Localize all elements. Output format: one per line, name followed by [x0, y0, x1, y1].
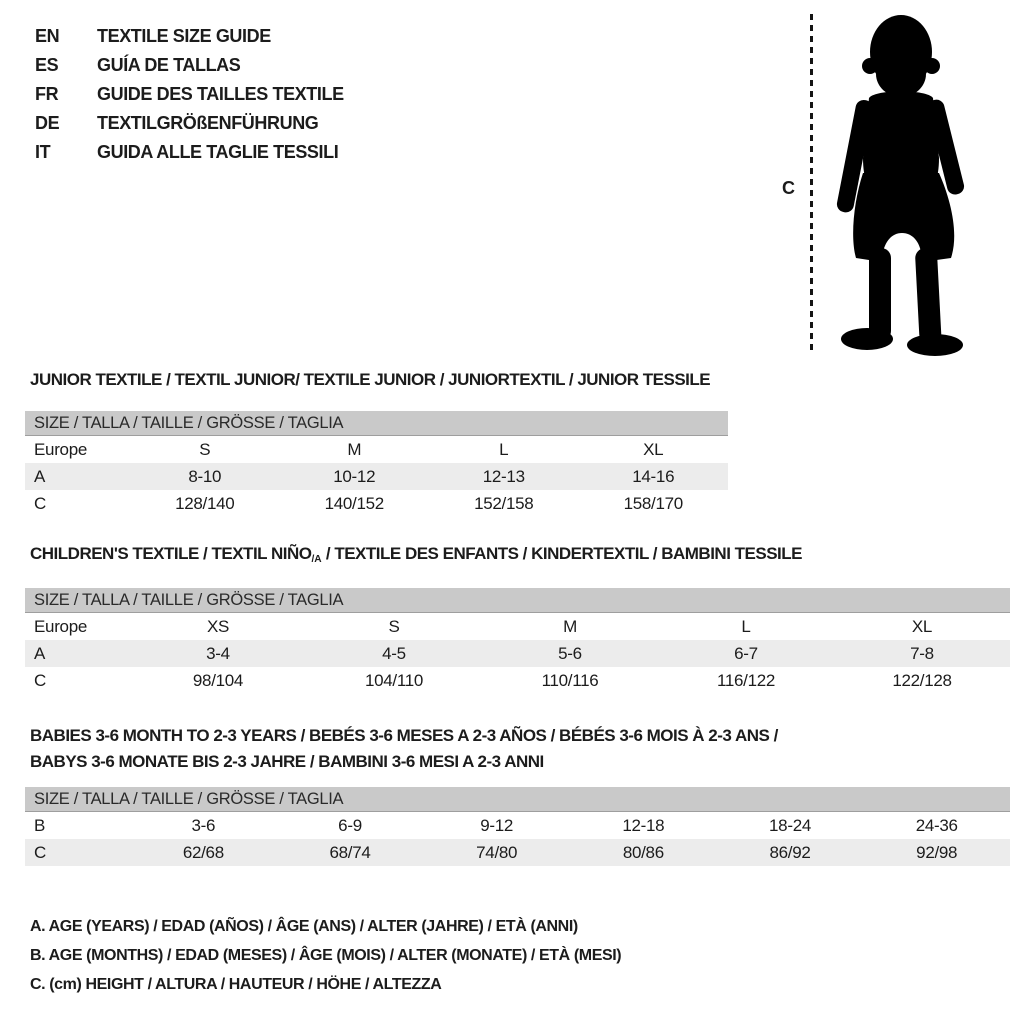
- cell-value: 74/80: [476, 842, 518, 862]
- language-list: [35, 22, 344, 167]
- table-row: [25, 812, 1010, 839]
- section-title: [30, 749, 1024, 775]
- cell-value: M: [347, 439, 362, 459]
- table-row: [25, 839, 1010, 866]
- language-title: TEXTILGRÖßENFÜHRUNG: [97, 113, 319, 133]
- section-title-block: [0, 370, 1024, 390]
- language-code: EN: [35, 26, 60, 46]
- cell-value: S: [388, 616, 400, 636]
- section-title: [30, 370, 1024, 390]
- height-figure: [770, 0, 1024, 370]
- toddler-silhouette: [825, 8, 985, 358]
- section-children: [0, 544, 1024, 694]
- size-header-label: SIZE / TALLA / TAILLE / GRÖSSE / TAGLIA: [34, 590, 344, 609]
- cell-value: 18-24: [769, 815, 812, 835]
- footnote-line: A. AGE (YEARS) / EDAD (AÑOS) / ÂGE (ANS) / ALTER (JAHRE) / ETÀ (ANNI): [30, 918, 578, 935]
- title-text: BABYS 3-6 MONATE BIS 2-3 JAHRE / BAMBINI 3-6 MESI A 2-3 ANNI: [30, 752, 544, 771]
- section-title-block: [0, 723, 1024, 775]
- cell-value: XS: [206, 616, 230, 636]
- size-sections: [0, 370, 1024, 866]
- row-label: C: [34, 842, 46, 862]
- size-header-bar: [25, 787, 1010, 812]
- size-header-bar: [25, 588, 1010, 613]
- section-title: [30, 723, 1024, 749]
- cell-value: 152/158: [474, 493, 534, 513]
- cell-value: 12-18: [622, 815, 665, 835]
- language-row: [35, 22, 344, 51]
- cell-value: 14-16: [632, 466, 675, 486]
- size-header-bar: [25, 411, 728, 436]
- language-row: [35, 51, 344, 80]
- size-header-label: SIZE / TALLA / TAILLE / GRÖSSE / TAGLIA: [34, 789, 344, 808]
- cell-value: 3-4: [206, 643, 230, 663]
- height-dashed-line: [810, 14, 813, 354]
- cell-value: XL: [643, 439, 664, 459]
- language-code: FR: [35, 84, 59, 104]
- cell-value: 128/140: [175, 493, 235, 513]
- row-label: Europe: [34, 616, 88, 636]
- cell-value: 92/98: [916, 842, 958, 862]
- cell-value: 6-9: [338, 815, 362, 835]
- row-label: B: [34, 815, 46, 835]
- cell-value: L: [499, 439, 509, 459]
- cell-value: 12-13: [482, 466, 525, 486]
- size-table-babies: [25, 787, 1010, 866]
- language-title: TEXTILE SIZE GUIDE: [97, 26, 271, 46]
- table-row: [25, 436, 728, 463]
- cell-value: L: [741, 616, 751, 636]
- size-table-children: [25, 588, 1010, 694]
- row-label: A: [34, 643, 46, 663]
- cell-value: 98/104: [192, 670, 244, 690]
- cell-value: 5-6: [558, 643, 582, 663]
- footnote-line: C. (cm) HEIGHT / ALTURA / HAUTEUR / HÖHE / ALTEZZA: [30, 976, 442, 993]
- cell-value: 68/74: [329, 842, 371, 862]
- language-title: GUIDE DES TAILLES TEXTILE: [97, 84, 344, 104]
- cell-value: 10-12: [333, 466, 376, 486]
- section-title-block: [0, 544, 1024, 567]
- cell-value: 3-6: [191, 815, 216, 835]
- footnote-line: B. AGE (MONTHS) / EDAD (MESES) / ÂGE (MOIS) / ALTER (MONATE) / ETÀ (MESI): [30, 947, 622, 964]
- section-junior: [0, 370, 1024, 517]
- header-area: [0, 0, 1024, 370]
- cell-value: S: [199, 439, 211, 459]
- language-row: [35, 80, 344, 109]
- section-title: [30, 544, 1024, 567]
- cell-value: XL: [911, 616, 933, 636]
- row-label: A: [34, 466, 46, 486]
- language-title: GUIDA ALLE TAGLIE TESSILI: [97, 142, 339, 162]
- size-header-label: SIZE / TALLA / TAILLE / GRÖSSE / TAGLIA: [34, 413, 344, 432]
- language-row: [35, 138, 344, 167]
- language-code: ES: [35, 55, 59, 75]
- title-text: JUNIOR TEXTILE / TEXTIL JUNIOR/ TEXTILE JUNIOR / JUNIORTEXTIL / JUNIOR TESSILE: [30, 370, 711, 389]
- cell-value: M: [563, 616, 577, 636]
- footnotes: [30, 912, 1024, 999]
- cell-value: 158/170: [623, 493, 683, 513]
- cell-value: 24-36: [915, 815, 958, 835]
- row-label: C: [34, 493, 46, 513]
- language-title: GUÍA DE TALLAS: [97, 55, 241, 75]
- height-measure-label: C: [782, 178, 795, 198]
- language-row: [35, 109, 344, 138]
- table-row: [25, 463, 728, 490]
- cell-value: 104/110: [364, 670, 424, 690]
- row-label: Europe: [34, 439, 88, 459]
- table-row: [25, 490, 728, 517]
- cell-value: 62/68: [182, 842, 224, 862]
- language-code: IT: [35, 142, 51, 162]
- cell-value: 116/122: [716, 670, 776, 690]
- cell-value: 80/86: [622, 842, 664, 862]
- title-subscript: /A: [311, 554, 322, 566]
- cell-value: 86/92: [769, 842, 811, 862]
- section-babies: [0, 723, 1024, 866]
- table-row: [25, 640, 1010, 667]
- title-text: CHILDREN'S TEXTILE / TEXTIL NIÑO: [30, 544, 312, 563]
- cell-value: 9-12: [480, 815, 514, 835]
- language-code: DE: [35, 113, 60, 133]
- row-label: C: [34, 670, 46, 690]
- cell-value: 7-8: [910, 643, 934, 663]
- cell-value: 122/128: [892, 670, 952, 690]
- size-table-junior: [25, 411, 728, 517]
- cell-value: 6-7: [734, 643, 758, 663]
- cell-value: 140/152: [324, 493, 384, 513]
- table-row: [25, 667, 1010, 694]
- cell-value: 110/116: [541, 670, 599, 690]
- cell-value: 4-5: [382, 643, 406, 663]
- title-text: / TEXTILE DES ENFANTS / KINDERTEXTIL / BAMBINI TESSILE: [321, 544, 802, 563]
- table-row: [25, 613, 1010, 640]
- title-text: BABIES 3-6 MONTH TO 2-3 YEARS / BEBÉS 3-6 MESES A 2-3 AÑOS / BÉBÉS 3-6 MOIS À 2-3 ANS /: [30, 726, 778, 745]
- cell-value: 8-10: [188, 466, 222, 486]
